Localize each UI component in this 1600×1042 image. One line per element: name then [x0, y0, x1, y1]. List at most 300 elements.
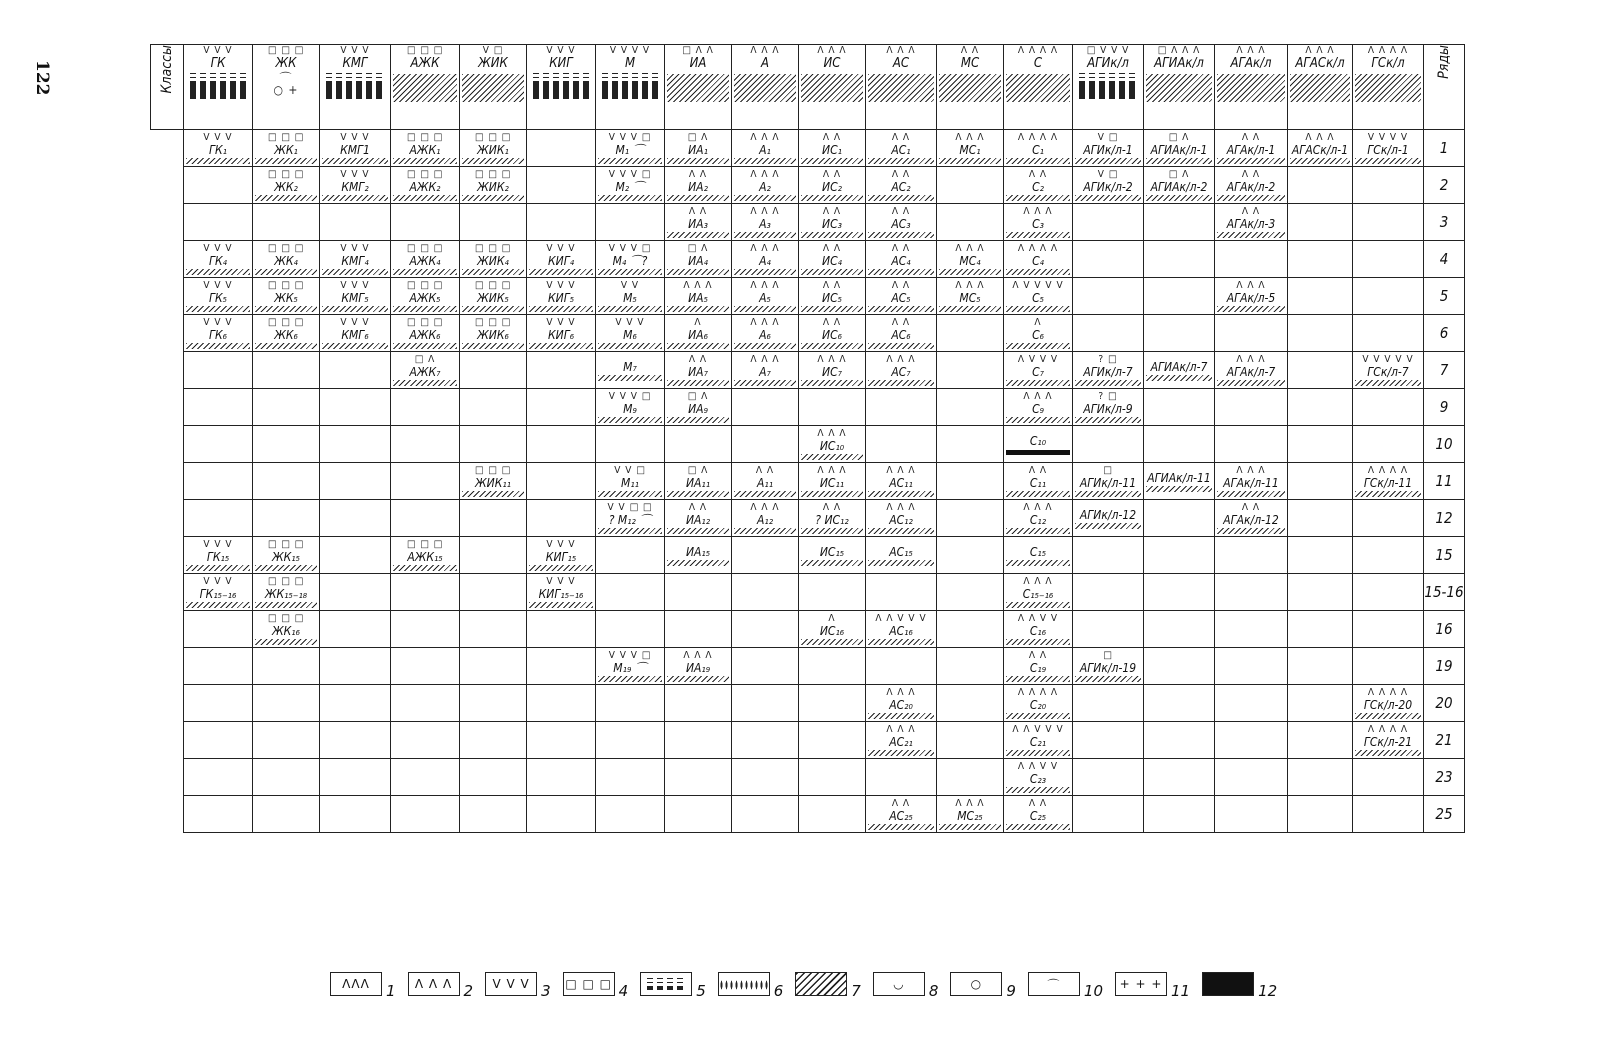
table-cell [1144, 426, 1215, 463]
cell-label: АГИк/л-1 [1083, 143, 1133, 157]
hatch-underline [598, 375, 662, 381]
table-cell [596, 759, 665, 796]
cell-symbol: Λ Λ Λ [886, 354, 916, 365]
cell-symbol: Λ Λ V V V [875, 613, 927, 624]
table-cell [596, 722, 665, 759]
table-cell [799, 204, 866, 241]
table-cell [1004, 426, 1073, 463]
cell-symbol: Λ Λ Λ [683, 280, 713, 291]
table-row [151, 722, 1465, 759]
hatch-underline [801, 454, 863, 460]
cell-symbol: Λ Λ [822, 169, 842, 180]
row-label: 21 [1424, 722, 1465, 759]
table-cell [732, 278, 799, 315]
table-cell [732, 241, 799, 278]
cell-label: ИА₂ [688, 180, 708, 194]
table-cell [1215, 352, 1288, 389]
cell-symbol: Λ Λ Λ [750, 502, 780, 513]
cell-label: ЖК₅ [274, 291, 298, 305]
header-symbol: □ □ □ [406, 45, 444, 56]
cell-label: АС₁₂ [889, 513, 913, 527]
table-cell [1144, 463, 1215, 500]
cell-label: ГК₄ [209, 254, 227, 268]
table-cell [527, 648, 596, 685]
table-cell [320, 130, 391, 167]
header-symbol: Λ Λ Λ [817, 45, 847, 56]
table-cell [732, 389, 799, 426]
table-cell [1215, 426, 1288, 463]
table-cell [1073, 130, 1144, 167]
table-cell [391, 722, 460, 759]
table-row [151, 574, 1465, 611]
table-cell [1073, 315, 1144, 352]
cell-label: АГАк/л-3 [1226, 217, 1276, 231]
legend-item [330, 972, 396, 1000]
table-cell [665, 352, 732, 389]
table-cell [253, 315, 320, 352]
header-symbol: Λ Λ Λ [750, 45, 780, 56]
cell-label: ИС₆ [822, 328, 842, 342]
table-cell [937, 463, 1004, 500]
cell-label: АЖК₇ [409, 365, 441, 379]
table-cell [799, 611, 866, 648]
cell-symbol: Λ Λ [1028, 798, 1048, 809]
table-cell [1353, 315, 1424, 352]
row-label: 15-16 [1424, 574, 1465, 611]
hatch-underline [1355, 750, 1421, 756]
hatch-underline [186, 306, 250, 312]
table-cell [937, 537, 1004, 574]
legend-item [408, 972, 474, 1000]
hatch-underline [462, 306, 524, 312]
hatch-underline [734, 380, 796, 386]
cell-label: АЖК₁₅ [407, 550, 443, 564]
hatch-underline [1075, 491, 1141, 497]
header-symbol: V V V [546, 45, 576, 56]
hatch-underline [868, 639, 934, 645]
cell-symbol: Λ Λ Λ [955, 798, 985, 809]
cell-symbol: Λ Λ [822, 132, 842, 143]
hatch-underline [393, 158, 457, 164]
table-cell [1073, 574, 1144, 611]
hatch-underline [322, 343, 388, 349]
table-cell [320, 315, 391, 352]
hatch-underline [255, 306, 317, 312]
legend-item [563, 972, 629, 1000]
table-cell [1215, 574, 1288, 611]
cell-symbol: Λ Λ [1241, 502, 1261, 513]
legend-symbol-box [950, 972, 1002, 996]
hatch-underline [598, 528, 662, 534]
table-cell [253, 685, 320, 722]
page-number: 122 [32, 60, 52, 96]
hatch-underline [868, 232, 934, 238]
hatch-underline [801, 158, 863, 164]
cell-symbol: Λ Λ [822, 243, 842, 254]
table-cell [799, 537, 866, 574]
table-cell [527, 389, 596, 426]
cell-label: АС₅ [891, 291, 911, 305]
table-cell [596, 500, 665, 537]
table-cell [732, 537, 799, 574]
table-cell [391, 352, 460, 389]
header-symbol: V V V [340, 45, 370, 56]
table-cell [1353, 389, 1424, 426]
table-cell [253, 204, 320, 241]
legend-number: 3 [541, 982, 551, 1000]
table-cell [527, 611, 596, 648]
row-label: 6 [1424, 315, 1465, 352]
table-cell [799, 648, 866, 685]
table-cell [527, 352, 596, 389]
cell-label: ИА₁₁ [685, 476, 711, 490]
cell-label: АС₁₆ [889, 624, 913, 638]
table-cell [184, 759, 253, 796]
cell-symbol: Λ Λ [688, 502, 708, 513]
cell-symbol: V V V [546, 576, 576, 587]
cell-label: ЖК₆ [274, 328, 298, 342]
cell-label: С₉ [1032, 402, 1044, 416]
table-cell [1215, 315, 1288, 352]
table-cell [1288, 167, 1353, 204]
rows-label: Ряды [1436, 45, 1452, 79]
column-header [866, 45, 937, 130]
table-cell [1215, 648, 1288, 685]
column-name: АГИАк/л [1154, 56, 1204, 71]
row-label: 7 [1424, 352, 1465, 389]
row-label: 5 [1424, 278, 1465, 315]
table-cell [665, 759, 732, 796]
table-cell [184, 241, 253, 278]
cell-label: АС₂₁ [889, 735, 913, 749]
table-cell [596, 130, 665, 167]
hatch-underline [529, 343, 593, 349]
table-cell [799, 685, 866, 722]
cell-symbol: V V V [203, 280, 233, 291]
hatch-underline [801, 639, 863, 645]
hatch-underline [393, 380, 457, 386]
cell-symbol: Λ Λ [1241, 206, 1261, 217]
table-cell [460, 722, 527, 759]
legend-number: 9 [1006, 982, 1016, 1000]
hatch-underline [322, 269, 388, 275]
hatch-underline [255, 602, 317, 608]
hatch-underline [322, 195, 388, 201]
table-cell [1144, 722, 1215, 759]
table-cell [799, 167, 866, 204]
hatch-underline [1075, 417, 1141, 423]
table-cell [732, 611, 799, 648]
cell-label: МС₂₅ [957, 809, 983, 823]
table-cell [1073, 759, 1144, 796]
table-cell [1288, 463, 1353, 500]
header-symbol: Λ Λ Λ Λ [1017, 45, 1059, 56]
cell-label: ГСк/л-20 [1363, 698, 1413, 712]
hatch-underline [529, 306, 593, 312]
table-cell [1073, 389, 1144, 426]
cell-label: С₁₁ [1029, 476, 1047, 490]
cell-label: С₁ [1032, 143, 1044, 157]
cell-symbol: Λ Λ Λ [750, 169, 780, 180]
table-cell [460, 537, 527, 574]
header-symbol: Λ Λ Λ Λ [1367, 45, 1409, 56]
hatch-underline [1217, 380, 1285, 386]
hatch-underline [1217, 158, 1285, 164]
hatch-underline [462, 195, 524, 201]
column-header [460, 45, 527, 130]
column-name: КМГ [342, 56, 368, 71]
legend-symbol-box [1115, 972, 1167, 996]
table-cell [1144, 167, 1215, 204]
table-cell [1353, 648, 1424, 685]
hatch-underline [1006, 713, 1070, 719]
header-fill-pattern [393, 74, 457, 102]
table-cell [732, 685, 799, 722]
cell-symbol: Λ Λ V V [1017, 613, 1059, 624]
legend-item [873, 972, 939, 1000]
table-cell [866, 685, 937, 722]
hatch-underline [186, 158, 250, 164]
cell-label: ГК₁ [209, 143, 227, 157]
hatch-underline [1075, 380, 1141, 386]
cell-symbol: □ □ □ [474, 169, 512, 180]
table-cell [1004, 537, 1073, 574]
table-cell [391, 167, 460, 204]
cell-label: С₆ [1032, 328, 1044, 342]
cell-label: ЖИК₆ [477, 328, 509, 342]
hatch-underline [667, 232, 729, 238]
hatch-underline [598, 491, 662, 497]
cell-label: КИГ₅ [547, 291, 575, 305]
table-cell [799, 241, 866, 278]
column-header [1353, 45, 1424, 130]
cell-symbol: □ Λ [687, 391, 709, 402]
cell-symbol: Λ Λ Λ [750, 317, 780, 328]
table-cell [1215, 685, 1288, 722]
hatch-underline [393, 306, 457, 312]
table-cell [799, 759, 866, 796]
legend-symbol-box [718, 972, 770, 996]
table-cell [460, 574, 527, 611]
hatch-underline [1006, 158, 1070, 164]
row-label: 4 [1424, 241, 1465, 278]
hatch-underline [598, 306, 662, 312]
table-cell [1073, 204, 1144, 241]
legend-glyph: V V V [492, 977, 530, 991]
table-cell [320, 426, 391, 463]
table-cell [1004, 796, 1073, 833]
legend-glyph: ◡ [893, 977, 905, 991]
cell-label: АГАк/л-2 [1226, 180, 1276, 194]
legend-number: 1 [386, 982, 396, 1000]
hatch-underline [1217, 491, 1285, 497]
cell-symbol: □ □ □ [474, 317, 512, 328]
table-cell [1353, 796, 1424, 833]
table-cell [320, 278, 391, 315]
row-spacer [151, 315, 184, 352]
table-cell [391, 648, 460, 685]
legend-item [1202, 972, 1278, 1000]
hatch-underline [667, 491, 729, 497]
table-cell [1353, 241, 1424, 278]
table-row [151, 167, 1465, 204]
cell-symbol: Λ Λ [1028, 650, 1048, 661]
header-row [151, 45, 1465, 130]
table-cell [937, 167, 1004, 204]
cell-label: С₄ [1032, 254, 1044, 268]
table-cell [1353, 352, 1424, 389]
cell-label: АЖК₅ [409, 291, 441, 305]
cell-symbol: Λ Λ Λ [1023, 206, 1053, 217]
table-cell [866, 537, 937, 574]
rows-label-cell [1424, 45, 1465, 130]
cell-symbol: Λ Λ Λ [683, 650, 713, 661]
table-cell [391, 685, 460, 722]
table-cell [460, 685, 527, 722]
cell-label: ЖИК₅ [477, 291, 509, 305]
hatch-underline [186, 343, 250, 349]
cell-label: АГИк/л-7 [1083, 365, 1133, 379]
table-cell [184, 204, 253, 241]
corner-cell [151, 45, 184, 130]
table-cell [866, 389, 937, 426]
table-cell [866, 500, 937, 537]
legend-number: 11 [1171, 982, 1191, 1000]
cell-label: АГИк/л-9 [1083, 402, 1133, 416]
table-cell [184, 463, 253, 500]
hatch-underline [939, 824, 1001, 830]
table-cell [1073, 537, 1144, 574]
table-cell [1353, 537, 1424, 574]
cell-symbol: □ □ □ [406, 539, 444, 550]
cell-label: ЖИК₂ [477, 180, 509, 194]
cell-label: ИА₆ [688, 328, 708, 342]
hatch-underline [667, 195, 729, 201]
table-cell [391, 278, 460, 315]
table-cell [799, 426, 866, 463]
table-cell [799, 722, 866, 759]
table-cell [1004, 759, 1073, 796]
row-spacer [151, 796, 184, 833]
cell-label: КИГ₄ [547, 254, 575, 268]
table-cell [460, 278, 527, 315]
header-fill-pattern [801, 74, 863, 102]
cell-symbol: Λ Λ Λ [886, 502, 916, 513]
cell-label: ИС₄ [822, 254, 842, 268]
classes-label: Классы [159, 45, 175, 94]
header-symbol: Λ Λ Λ [886, 45, 916, 56]
row-spacer [151, 130, 184, 167]
cell-symbol: V V V [203, 317, 233, 328]
cell-label: АГИАк/л-7 [1150, 359, 1208, 374]
table-cell [1004, 130, 1073, 167]
cell-label: КИГ₁₅₋₁₆ [538, 587, 584, 601]
cell-symbol: Λ Λ [891, 280, 911, 291]
table-cell [1144, 500, 1215, 537]
column-name: ГК [210, 56, 226, 71]
cell-label: ИС₃ [822, 217, 842, 231]
table-cell [320, 537, 391, 574]
column-header [320, 45, 391, 130]
cell-symbol: V V V V V [1362, 354, 1414, 365]
cell-label: ГК₅ [209, 291, 227, 305]
table-cell [596, 611, 665, 648]
table-cell [1215, 796, 1288, 833]
table-cell [866, 648, 937, 685]
legend-symbol-box [485, 972, 537, 996]
header-fill-pattern [1355, 74, 1421, 102]
table-cell [732, 796, 799, 833]
hatch-underline [667, 380, 729, 386]
table-cell [1288, 796, 1353, 833]
table-cell [799, 463, 866, 500]
table-cell [1215, 130, 1288, 167]
table-row [151, 241, 1465, 278]
cell-symbol: Λ Λ Λ [750, 280, 780, 291]
table-cell [732, 167, 799, 204]
header-symbol: □ Λ Λ Λ [1157, 45, 1201, 56]
column-header [596, 45, 665, 130]
table-cell [665, 241, 732, 278]
hatch-underline [939, 158, 1001, 164]
table-cell [1004, 278, 1073, 315]
cell-symbol: V V V [203, 576, 233, 587]
hatch-underline [868, 343, 934, 349]
legend-symbol-box [795, 972, 847, 996]
header-fill-pattern [1079, 73, 1137, 99]
table-cell [1073, 463, 1144, 500]
cell-label: АС₂₅ [889, 809, 913, 823]
header-symbol: □ V V V [1086, 45, 1130, 56]
table-cell [596, 463, 665, 500]
cell-label: ИА₉ [688, 402, 708, 416]
hatch-underline [1006, 306, 1070, 312]
table-cell [596, 389, 665, 426]
legend-number: 7 [851, 982, 861, 1000]
cell-label: С₁₆ [1029, 624, 1047, 638]
cell-symbol: Λ Λ [688, 354, 708, 365]
table-cell [1353, 463, 1424, 500]
table-cell [320, 500, 391, 537]
table-cell [460, 204, 527, 241]
table-cell [1288, 722, 1353, 759]
table-cell [391, 759, 460, 796]
cell-symbol: □ [1103, 465, 1113, 476]
hatch-underline [529, 565, 593, 571]
table-cell [866, 574, 937, 611]
hatch-underline [734, 158, 796, 164]
table-cell [937, 426, 1004, 463]
table-cell [596, 426, 665, 463]
hatch-underline [255, 269, 317, 275]
table-cell [460, 759, 527, 796]
hatch-underline [1217, 306, 1285, 312]
table-cell [1004, 722, 1073, 759]
cell-symbol: V V [620, 280, 640, 291]
cell-symbol: V V V [546, 280, 576, 291]
table-row [151, 426, 1465, 463]
table-cell [866, 315, 937, 352]
table-cell [1144, 389, 1215, 426]
table-cell [1288, 500, 1353, 537]
header-fill-pattern [1006, 74, 1070, 102]
legend-number: 8 [928, 982, 939, 1000]
hatch-underline [598, 195, 662, 201]
hatch-underline [734, 343, 796, 349]
column-name: ГСк/л [1371, 56, 1405, 71]
cell-symbol: Λ Λ Λ Λ [1017, 243, 1059, 254]
table-cell [1144, 759, 1215, 796]
